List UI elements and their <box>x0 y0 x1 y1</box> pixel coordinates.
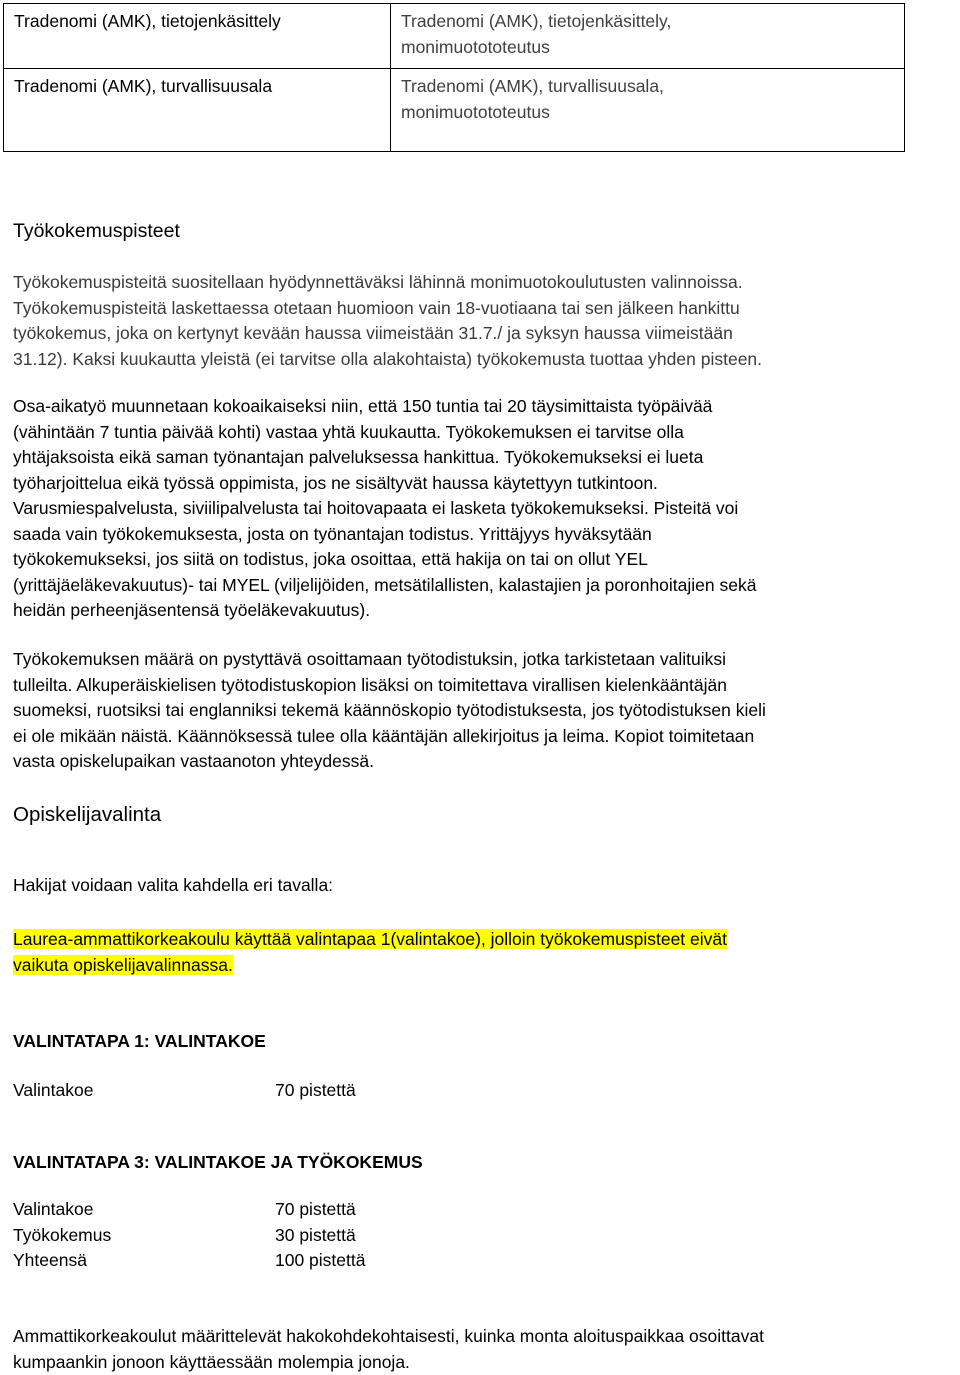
highlighted-line: Laurea-ammattikorkeakoulu käyttää valintapaa 1(valintakoe), jolloin työkokemuspisteet eivät <box>13 929 727 949</box>
method-3-table <box>13 1197 513 1274</box>
work-points-paragraph-2 <box>13 394 959 624</box>
text-line: Varusmiespalvelusta, siviilipalvelusta tai hoitovapaata ei lasketa työkokemukseksi. Pisteitä voi <box>13 498 739 518</box>
text-line: Osa-aikatyö muunnetaan kokoaikaiseksi niin, että 150 tuntia tai 20 täysimittaista työpäivää <box>13 396 713 416</box>
program-name: Tradenomi (AMK), turvallisuusala <box>14 76 273 96</box>
method-1-heading: VALINTATAPA 1: VALINTAKOE <box>13 1031 266 1051</box>
selection-heading: Opiskelijavalinta <box>13 803 162 826</box>
text-line: (yrittäjäeläkevakuutus)- tai MYEL (viljelijöiden, metsätilallisten, kalastajien ja poronhoitajien sekä <box>13 574 757 595</box>
selection-intro: Hakijat voidaan valita kahdella eri tavalla: <box>13 875 334 895</box>
method-row <box>13 1223 513 1249</box>
text-line: vasta opiskelupaikan vastaanoton yhteydessä. <box>13 751 374 771</box>
text-line: ei ole mikään näistä. Käännöksessä tulee olla kääntäjän allekirjoitus ja leima. Kopiot toimitetaan <box>13 725 755 746</box>
text-line: Työkokemuspisteitä suositellaan hyödynnettäväksi lähinnä monimuotokoulutusten valinnoissa. <box>13 272 743 292</box>
text-line: työkokemus, joka on kertynyt kevään haussa viimeistään 31.7./ ja syksyn haussa viimeistään <box>13 323 733 343</box>
program-cell-right <box>391 69 905 152</box>
method-row <box>13 1078 513 1104</box>
program-name-line: Tradenomi (AMK), turvallisuusala, <box>401 76 664 96</box>
program-name-line: monimuotototeutus <box>401 37 550 57</box>
program-name: Tradenomi (AMK), tietojenkäsittely <box>14 11 281 31</box>
method-row-value: 30 pistettä <box>275 1224 356 1245</box>
work-points-paragraph-1 <box>13 270 959 372</box>
program-cell-left <box>4 69 391 152</box>
method-row-label: Valintakoe <box>13 1080 94 1100</box>
programs-row <box>4 69 905 152</box>
text-line: tulleilta. Alkuperäiskielisen työtodistuskopion lisäksi on toimitettava virallisen kielenkääntäjän <box>13 674 727 695</box>
highlighted-line: vaikuta opiskelijavalinnassa. <box>13 954 233 975</box>
program-cell-left <box>4 4 391 69</box>
text-line: heidän perheenjäsentensä työeläkevakuutus). <box>13 600 371 620</box>
text-line: saada vain työkokemuksesta, josta on työnantajan todistus. Yrittäjyys hyväksytään <box>13 523 652 544</box>
text-line: (vähintään 7 tuntia päivää kohti) vastaa yhtä kuukautta. Työkokemuksen ei tarvitse olla <box>13 421 684 442</box>
method-row-label: Yhteensä <box>13 1250 87 1270</box>
program-cell-right <box>391 4 905 69</box>
method-row-value: 70 pistettä <box>275 1199 356 1219</box>
text-line: 31.12). Kaksi kuukautta yleistä (ei tarvitse olla alakohtaista) työkokemusta tuottaa yhden pisteen. <box>13 348 763 369</box>
method-3-heading: VALINTATAPA 3: VALINTAKOE JA TYÖKOKEMUS <box>13 1152 423 1172</box>
method-row-label: Työkokemus <box>13 1224 112 1245</box>
text-line: yhtäjaksoista eikä saman työnantajan palveluksessa hankittua. Työkokemukseksi ei lueta <box>13 447 704 467</box>
method-row <box>13 1197 513 1223</box>
work-points-paragraph-3 <box>13 647 959 775</box>
text-line: Ammattikorkeakoulut määrittelevät hakokohdekohtaisesti, kuinka monta aloituspaikkaa osoittavat <box>13 1326 764 1346</box>
method-row-label: Valintakoe <box>13 1199 94 1219</box>
text-line: kumpaankin jonoon käyttäessään molempia jonoja. <box>13 1351 410 1372</box>
work-points-heading: Työkokemuspisteet <box>13 220 180 242</box>
highlighted-note <box>13 927 727 978</box>
text-line: Työkokemuspisteitä laskettaessa otetaan huomioon vain 18-vuotiaana tai sen jälkeen hankittu <box>13 297 740 318</box>
text-line: työkokemukseksi, jos siitä on todistus, joka osoittaa, että hakija on tai on ollut YEL <box>13 549 648 569</box>
text-line: suomeksi, ruotsiksi tai englanniksi tekemä käännöskopio työtodistuksesta, jos työtodistuksen kieli <box>13 700 766 720</box>
method-1-table <box>13 1078 513 1104</box>
program-name-line: Tradenomi (AMK), tietojenkäsittely, <box>401 11 672 31</box>
programs-table <box>3 3 905 152</box>
closing-paragraph <box>13 1324 959 1375</box>
text-line: työharjoittelua eikä työssä oppimista, jos ne sisältyvät haussa käytettyyn tutkintoon. <box>13 472 658 493</box>
programs-row <box>4 4 905 69</box>
method-row-value: 100 pistettä <box>275 1250 366 1270</box>
text-line: Työkokemuksen määrä on pystyttävä osoittamaan työtodistuksin, jotka tarkistetaan valituiksi <box>13 649 726 669</box>
program-name-line: monimuotototeutus <box>401 102 550 122</box>
method-row-value: 70 pistettä <box>275 1080 356 1100</box>
method-row <box>13 1248 513 1274</box>
